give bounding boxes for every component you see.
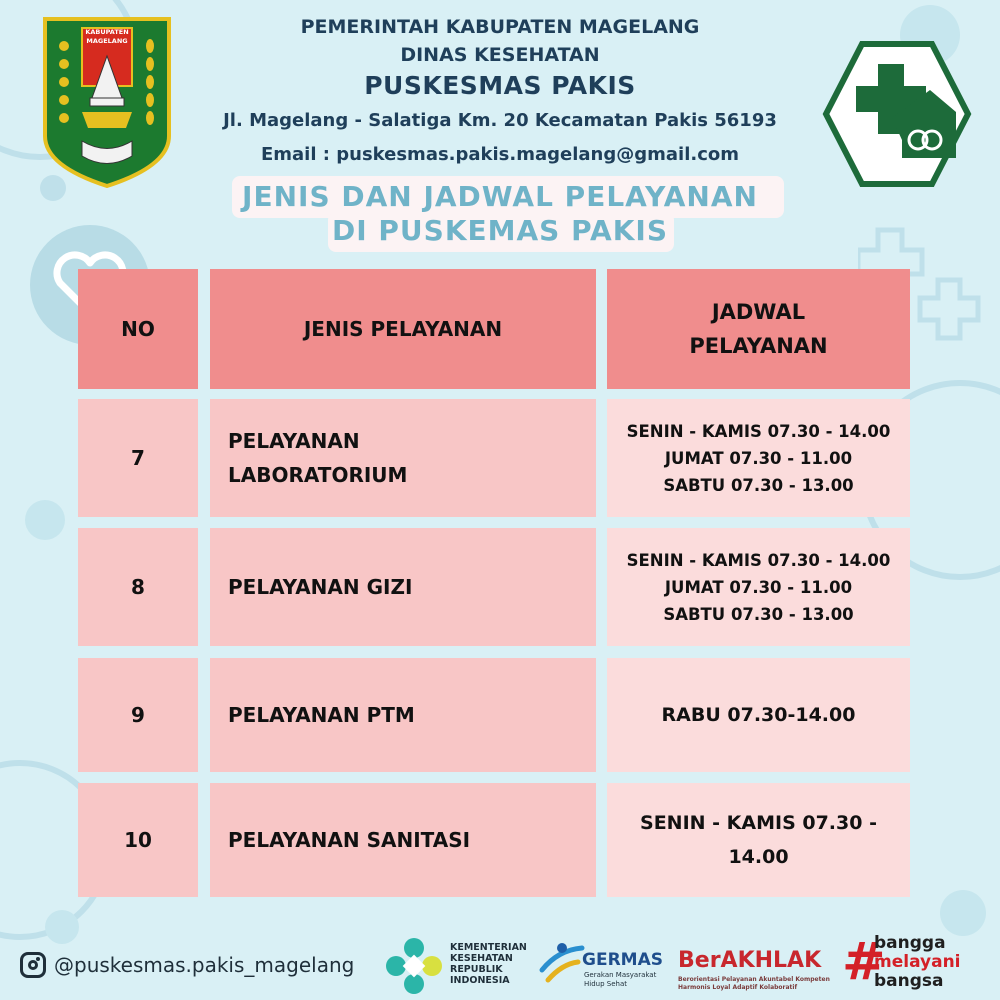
row-schedule-line: JUMAT 07.30 - 11.00 [664,448,853,468]
row-service-line2: LABORATORIUM [228,463,408,487]
table-row-schedule [607,783,910,897]
table-row-no [78,528,198,646]
berakhlak-tag-2: Harmonis Loyal Adaptif Kolaboratif [678,984,798,991]
table-row-service [210,783,596,897]
title-line-1: JENIS DAN JADWAL PELAYANAN [242,180,758,213]
kemenkes-logo [384,936,444,996]
decor-circle-bottom [45,910,79,944]
instagram-handle-text: @puskesmas.pakis_magelang [54,953,355,977]
table-row-service [210,658,596,772]
row-schedule-line: SENIN - KAMIS 07.30 - 14.00 [626,421,891,441]
germas-logo [538,940,586,990]
instagram-icon [20,952,46,978]
decor-circle-left [25,500,65,540]
bangga-hash-icon: # [842,932,886,992]
bangga-melayani-logo [874,934,961,991]
table-row-no [78,783,198,897]
kemenkes-line: REPUBLIK [450,964,503,975]
header-line-government: PEMERINTAH KABUPATEN MAGELANG [300,16,700,38]
header-line-puskesmas: PUSKESMAS PAKIS [364,71,636,100]
bangga-line: bangga [874,933,946,953]
header-service-label: JENIS PELAYANAN [303,317,503,341]
table-row-no [78,399,198,517]
header-schedule-line2: PELAYANAN [689,334,828,358]
germas-subtitle-1: Gerakan Masyarakat [584,971,657,979]
header-email: Email : puskesmas.pakis.magelang@gmail.com [260,144,740,165]
row-no-label: 10 [124,828,152,852]
table-row-schedule [607,528,910,646]
decor-circle-bottom-right [940,890,986,936]
header-address: Jl. Magelang - Salatiga Km. 20 Kecamatan Pakis 56193 [223,110,777,131]
kemenkes-line: KEMENTERIAN [450,942,527,953]
row-schedule-line: SENIN - KAMIS 07.30 - 14.00 [626,550,891,570]
kemenkes-line: INDONESIA [450,975,510,986]
row-service-line1: PELAYANAN [228,429,360,453]
berakhlak-logo: BerAKHLAK [678,948,822,973]
instagram-handle[interactable] [20,952,354,978]
row-service-line1: PELAYANAN SANITASI [228,828,471,852]
row-service-line1: PELAYANAN PTM [228,703,415,727]
table-header-schedule [607,269,910,389]
germas-title: GERMAS [582,950,663,970]
row-schedule-line: SABTU 07.30 - 13.00 [663,475,854,495]
header-schedule-line1: JADWAL [711,300,806,324]
title-line-2: DI PUSKEMAS PAKIS [331,214,668,247]
table-header-service [210,269,596,389]
table-row-schedule [607,658,910,772]
table-row-schedule [607,399,910,517]
row-service-line1: PELAYANAN GIZI [228,575,413,599]
berakhlak-tag-1: Berorientasi Pelayanan Akuntabel Kompeten [678,976,830,983]
bangga-line: melayani [874,952,961,972]
row-no-label: 8 [131,575,145,599]
row-schedule-line: SABTU 07.30 - 13.00 [663,604,854,624]
row-no-label: 9 [131,703,145,727]
table-row-service [210,528,596,646]
kemenkes-line: KESEHATAN [450,953,513,964]
table-row-no [78,658,198,772]
kemenkes-text [450,942,527,986]
emblem-text-top: KABUPATEN [85,28,129,36]
row-schedule-line: SENIN - KAMIS 07.30 - [640,812,877,834]
row-schedule-line: RABU 07.30-14.00 [661,704,856,726]
row-schedule-line: JUMAT 07.30 - 11.00 [664,577,853,597]
emblem-text-bottom: MAGELANG [86,37,128,45]
table-row-service [210,399,596,517]
header-line-department: DINAS KESEHATAN [400,44,600,66]
row-schedule-line: 14.00 [728,846,789,868]
table-header-no [78,269,198,389]
bangga-line: bangsa [874,971,944,991]
germas-subtitle-2: Hidup Sehat [584,980,627,988]
header-no-label: NO [121,317,155,341]
row-no-label: 7 [131,446,145,470]
